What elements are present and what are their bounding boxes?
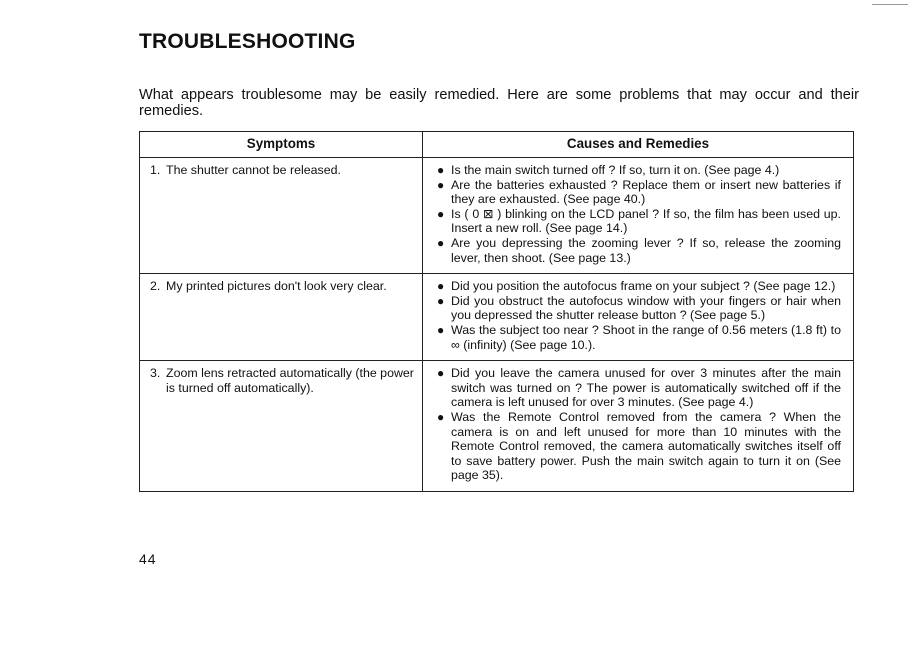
- remedy-item: ● Are the batteries exhausted ? Replace them or insert new batteries if they are exhausted. (See page 40.): [437, 177, 841, 207]
- symptom-text: The shutter cannot be released.: [166, 163, 341, 177]
- remedy-item: ● Was the subject too near ? Shoot in the range of 0.56 meters (1.8 ft) to ∞ (infinity) (See page 10.).: [437, 322, 841, 352]
- bullet-icon: ●: [437, 409, 445, 424]
- remedy-item: ● Was the Remote Control removed from the camera ? When the camera is on and left unused for more than 10 minutes with the Remote Control removed, the camera automatically switches itself off to save battery power. Push the main switch again to turn it on (See page 35).: [437, 409, 841, 483]
- intro-paragraph: What appears troublesome may be easily remedied. Here are some problems that may occur and their remedies.: [139, 87, 859, 119]
- bullet-icon: ●: [437, 322, 445, 337]
- page-title: TROUBLESHOOTING: [139, 30, 356, 53]
- bullet-icon: ●: [437, 279, 445, 294]
- symptom-cell: [140, 274, 423, 361]
- remedies-header: Causes and Remedies: [423, 132, 854, 158]
- table-header-row: [140, 132, 854, 158]
- remedy-list: [437, 279, 841, 352]
- remedies-cell: [423, 274, 854, 361]
- corner-rule: [872, 4, 908, 5]
- bullet-icon: ●: [437, 206, 445, 221]
- page-number: 44: [139, 551, 157, 567]
- bullet-icon: ●: [437, 177, 445, 192]
- symptom-cell: [140, 361, 423, 492]
- table-row: [140, 158, 854, 274]
- symptom-cell: [140, 158, 423, 274]
- remedy-item: ● Did you leave the camera unused for over 3 minutes after the main switch was turned on ? The power is automatically switched off if the camera is left unused for over 3 minutes. (See page 4.): [437, 366, 841, 410]
- row-number: 3.: [150, 366, 161, 381]
- remedy-item: ● Did you position the autofocus frame on your subject ? (See page 12.): [437, 279, 836, 294]
- row-number: 1.: [150, 163, 161, 177]
- symptoms-header: Symptoms: [140, 132, 423, 158]
- bullet-icon: ●: [437, 366, 445, 381]
- remedy-list: [437, 366, 841, 483]
- symptom-text: My printed pictures don't look very clear.: [166, 279, 387, 294]
- symptom-text: Zoom lens retracted automatically (the power is turned off automatically).: [166, 366, 414, 395]
- remedies-cell: [423, 361, 854, 492]
- troubleshooting-table: [139, 131, 854, 492]
- table-row: [140, 274, 854, 361]
- remedy-item: ● Is ( 0 ⊠ ) blinking on the LCD panel ? If so, the film has been used up. Insert a new roll. (See page 14.): [437, 206, 841, 236]
- remedy-item: ● Did you obstruct the autofocus window with your fingers or hair when you depressed the shutter release button ? (See page 5.): [437, 293, 841, 323]
- table-row: [140, 361, 854, 492]
- remedy-item: ● Are you depressing the zooming lever ? If so, release the zooming lever, then shoot. (See page 13.): [437, 235, 841, 265]
- remedy-list: [437, 163, 841, 265]
- bullet-icon: ●: [437, 293, 445, 308]
- bullet-icon: ●: [437, 163, 445, 177]
- bullet-icon: ●: [437, 235, 445, 250]
- remedies-cell: [423, 158, 854, 274]
- remedy-item: ● Is the main switch turned off ? If so, turn it on. (See page 4.): [437, 163, 780, 177]
- row-number: 2.: [150, 279, 161, 294]
